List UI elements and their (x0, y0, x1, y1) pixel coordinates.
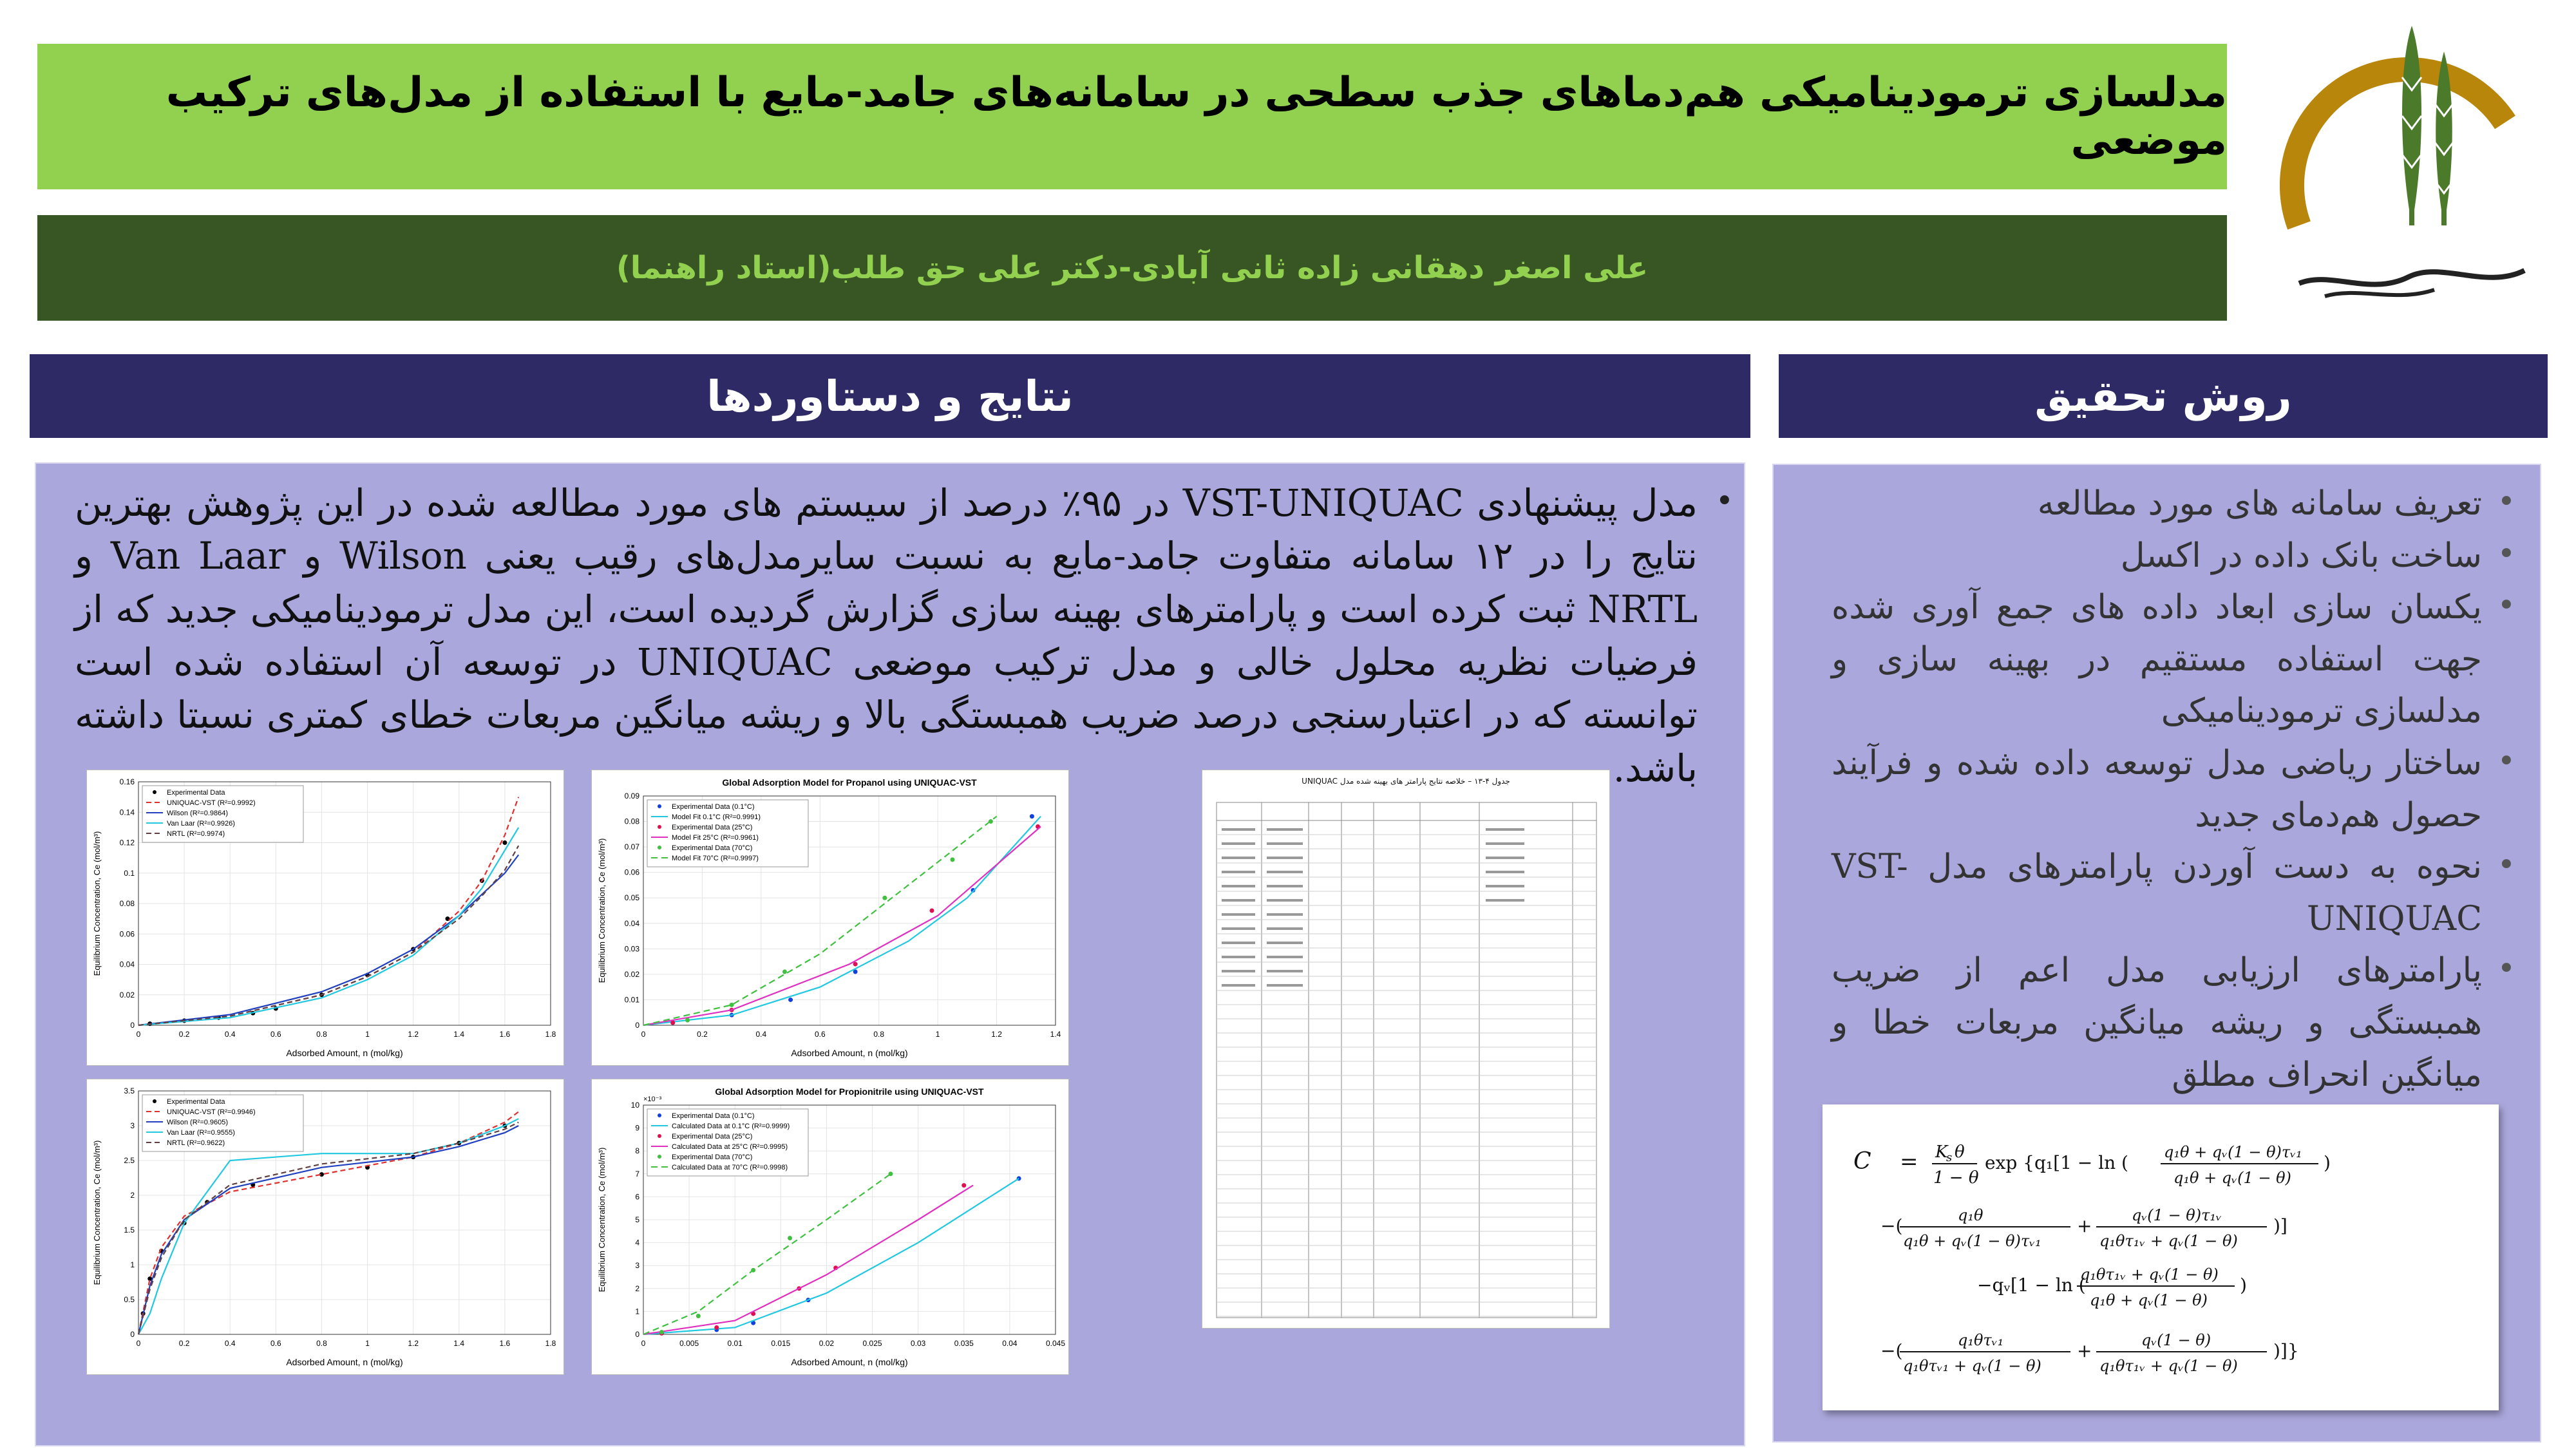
series-line (643, 1186, 973, 1334)
series-line (138, 846, 518, 1025)
chart-propionitrile (591, 1079, 1069, 1375)
legend-entry: Calculated Data at 70°C (R²=0.9998) (672, 1164, 788, 1171)
x-tick-label: 0 (641, 1339, 646, 1348)
x-tick-label: 0.8 (873, 1030, 885, 1039)
x-tick-label: 1 (935, 1030, 940, 1039)
legend-entry: UNIQUAC-VST (R²=0.9992) (167, 799, 256, 807)
series-line (643, 1179, 1019, 1334)
x-tick-label: 0.2 (178, 1030, 190, 1039)
x-tick-label: 0.8 (316, 1339, 327, 1348)
legend-entry: UNIQUAC-VST (R²=0.9946) (167, 1108, 256, 1116)
chart-uniquac-models-1 (86, 770, 564, 1066)
y-tick-label: 2 (635, 1283, 639, 1293)
method-item: • ساخت بانک داده در اکسل (1832, 530, 2482, 582)
y-tick-label: 0 (635, 1330, 639, 1339)
y-tick-label: 0.09 (624, 791, 639, 800)
x-tick-label: 1 (365, 1339, 370, 1348)
svg-text:q₁θ: q₁θ (1958, 1206, 1984, 1224)
y-tick-label: 0.14 (119, 808, 135, 817)
x-tick-label: 1.8 (545, 1339, 556, 1348)
svg-text:−(: −( (1880, 1215, 1903, 1236)
y-tick-label: 0.08 (624, 817, 639, 826)
svg-text:q₁θ + qᵥ(1 − θ): q₁θ + qᵥ(1 − θ) (2090, 1291, 2208, 1309)
x-axis-label: Adsorbed Amount, n (mol/kg) (791, 1048, 908, 1058)
legend-entry: Experimental Data (0.1°C) (672, 803, 755, 811)
x-tick-label: 1.6 (499, 1030, 511, 1039)
y-tick-label: 4 (635, 1238, 639, 1247)
data-point (788, 1236, 792, 1240)
x-tick-label: 0.015 (771, 1339, 791, 1348)
svg-text:+: + (2077, 1340, 2092, 1361)
data-point (951, 857, 955, 862)
y-tick-label: 0.01 (624, 995, 639, 1005)
method-item: • پارامترهای ارزیابی مدل اعم از ضریب همبستگی و ریشه میانگین مربعات خطا و میانگین انحراف مطلق (1832, 945, 2482, 1101)
y-tick-label: 0.04 (119, 960, 135, 969)
poster-title: مدلسازی ترمودینامیکی هم‌دماهای جذب سطحی در سامانه‌های جامد-مایع با استفاده از مدل‌های ترکیب موضعی (166, 69, 2227, 164)
data-point (782, 969, 787, 974)
y-tick-label: 0.04 (624, 918, 639, 928)
y-tick-label: 0.08 (119, 899, 135, 908)
legend-entry: Model Fit 25°C (R²=0.9961) (672, 834, 759, 842)
legend-entry: Wilson (R²=0.9605) (167, 1119, 229, 1126)
chart-propanol (591, 770, 1069, 1066)
y-tick-label: 0.05 (624, 893, 639, 903)
legend-entry: Experimental Data (70°C) (672, 844, 753, 852)
y-axis-label: Equilibrium Concentration, Ce (mol/m³) (92, 1140, 102, 1285)
method-item: • نحوه به دست آوردن پارامترهای مدل VST-UNIQUAC (1832, 841, 2482, 945)
x-tick-label: 1.8 (545, 1030, 556, 1039)
svg-text:qᵥ(1 − θ)τ₁ᵥ: qᵥ(1 − θ)τ₁ᵥ (2132, 1206, 2222, 1224)
y-tick-label: 0.06 (624, 867, 639, 877)
svg-text:q₁θ + qᵥ(1 − θ): q₁θ + qᵥ(1 − θ) (2174, 1169, 2291, 1187)
y-tick-label: 0.03 (624, 944, 639, 954)
chart-legend (142, 1095, 303, 1151)
method-heading: روش تحقیق (2034, 371, 2292, 421)
svg-text:K: K (1935, 1142, 1948, 1162)
x-tick-label: 1.2 (408, 1030, 419, 1039)
y-tick-label: 0 (635, 1021, 639, 1030)
author-names: علی اصغر دهقانی زاده ثانی آبادی-دکتر علی حق طلب(استاد راهنما) (616, 250, 1649, 286)
results-section-header (30, 354, 1750, 438)
chart-legend (647, 1109, 808, 1176)
method-item: • ساختار ریاضی مدل توسعه داده شده و فرآیند حصول هم‌دمای جدید (1832, 737, 2482, 841)
y-tick-label: 0.16 (119, 777, 135, 786)
data-point (502, 840, 507, 845)
x-tick-label: 0.02 (819, 1339, 835, 1348)
legend-entry: Model Fit 0.1°C (R²=0.9991) (672, 813, 761, 821)
y-tick-label: 0.02 (119, 990, 135, 999)
legend-entry: Experimental Data (167, 789, 225, 797)
y-tick-label: 7 (635, 1169, 639, 1179)
y-tick-label: 1 (130, 1260, 135, 1269)
legend-entry: Van Laar (R²=0.9555) (167, 1129, 235, 1137)
x-tick-label: 0 (136, 1339, 141, 1348)
y-tick-label: 1.5 (124, 1226, 135, 1235)
legend-entry: Experimental Data (0.1°C) (672, 1112, 755, 1120)
legend-entry: Wilson (R²=0.9864) (167, 810, 229, 817)
x-tick-label: 0.005 (679, 1339, 699, 1348)
y-tick-label: 0.07 (624, 842, 639, 852)
y-tick-label: 3 (635, 1261, 639, 1271)
chart-svg (87, 1079, 564, 1374)
x-tick-label: 1.6 (499, 1339, 511, 1348)
svg-text:exp {q₁[1 − ln (: exp {q₁[1 − ln ( (1985, 1152, 2128, 1173)
chart-legend (142, 786, 303, 842)
svg-text:q₁θ + qᵥ(1 − θ)τᵥ₁: q₁θ + qᵥ(1 − θ)τᵥ₁ (1903, 1232, 2041, 1250)
x-tick-label: 0.2 (178, 1339, 190, 1348)
y-tick-label: 0.12 (119, 838, 135, 848)
x-tick-label: 0.6 (270, 1339, 281, 1348)
x-tick-label: 0.01 (727, 1339, 743, 1348)
method-item: • تعریف سامانه های مورد مطالعه (1832, 478, 2482, 530)
y-axis-label: Equilibrium Concentration, Ce (mol/m³) (597, 1147, 607, 1293)
svg-text:−qᵥ[1 − ln (: −qᵥ[1 − ln ( (1977, 1274, 2086, 1296)
x-axis-label: Adsorbed Amount, n (mol/kg) (286, 1357, 403, 1367)
y-tick-label: 3 (130, 1121, 135, 1130)
svg-text:)]}: )]} (2273, 1340, 2299, 1361)
legend-entry: Model Fit 70°C (R²=0.9997) (672, 855, 759, 862)
y-tick-label: 5 (635, 1215, 639, 1224)
svg-text:): ) (2240, 1274, 2247, 1296)
university-logo (2280, 13, 2537, 316)
x-tick-label: 0.4 (224, 1030, 236, 1039)
svg-text:1 − θ: 1 − θ (1933, 1168, 1979, 1188)
y-scale-label: ×10⁻³ (643, 1095, 662, 1103)
equation-graphic (1823, 1104, 2499, 1410)
x-tick-label: 1.4 (453, 1339, 465, 1348)
chart-svg (87, 770, 564, 1065)
y-tick-label: 2 (130, 1191, 135, 1200)
x-tick-label: 0.025 (862, 1339, 882, 1348)
legend-entry: Experimental Data (25°C) (672, 1133, 753, 1141)
chart-svg (592, 1079, 1068, 1374)
y-axis-label: Equilibrium Concentration, Ce (mol/m³) (597, 838, 607, 983)
x-tick-label: 0.6 (270, 1030, 281, 1039)
poster-title-bar (37, 44, 2227, 189)
svg-text:q₁θτ₁ᵥ + qᵥ(1 − θ): q₁θτ₁ᵥ + qᵥ(1 − θ) (2080, 1265, 2219, 1283)
legend-entry: NRTL (R²=0.9622) (167, 1139, 225, 1147)
results-bullet: • (1715, 483, 1734, 519)
data-point (685, 1018, 690, 1023)
legend-entry: Calculated Data at 25°C (R²=0.9995) (672, 1143, 788, 1151)
data-point (930, 909, 934, 913)
svg-text:q₁θ + qᵥ(1 − θ)τᵥ₁: q₁θ + qᵥ(1 − θ)τᵥ₁ (2164, 1143, 2302, 1161)
chart-legend (647, 800, 808, 867)
svg-text:+: + (2077, 1215, 2092, 1236)
data-point (882, 896, 887, 900)
y-tick-label: 8 (635, 1146, 639, 1156)
y-tick-label: 6 (635, 1192, 639, 1202)
data-point (714, 1325, 719, 1330)
table-title: جدول ۴-۱۳ – خلاصه نتایج پارامتر های بهینه شده مدل UNIQUAC (1302, 777, 1510, 786)
x-tick-label: 1.4 (453, 1030, 465, 1039)
y-tick-label: 9 (635, 1123, 639, 1133)
svg-text:): ) (2324, 1152, 2331, 1173)
data-point (788, 998, 793, 1002)
series-line (643, 1174, 891, 1334)
table-grid-graphic (1202, 770, 1611, 1329)
svg-text:C: C (1853, 1148, 1871, 1175)
legend-entry: Van Laar (R²=0.9926) (167, 820, 235, 828)
method-item: • یکسان سازی ابعاد داده های جمع آوری شده جهت استفاده مستقیم در بهینه سازی و مدلسازی ترمودینامیکی (1832, 582, 2482, 737)
svg-text:q₁θτ₁ᵥ + qᵥ(1 − θ): q₁θτ₁ᵥ + qᵥ(1 − θ) (2099, 1232, 2238, 1250)
y-tick-label: 1 (635, 1307, 639, 1316)
svg-text:s: s (1946, 1151, 1953, 1164)
y-tick-label: 2.5 (124, 1156, 135, 1165)
x-tick-label: 1.2 (991, 1030, 1002, 1039)
svg-text:−(: −( (1880, 1340, 1903, 1361)
svg-text:θ: θ (1955, 1142, 1965, 1162)
legend-entry: Experimental Data (167, 1098, 225, 1106)
chart-title: Global Adsorption Model for Propanol using UNIQUAC-VST (722, 777, 977, 788)
results-heading: نتایج و دستاوردها (706, 371, 1074, 421)
x-tick-label: 0.045 (1045, 1339, 1066, 1348)
svg-text:q₁θτᵥ₁: q₁θτᵥ₁ (1958, 1331, 2004, 1349)
x-tick-label: 1.4 (1050, 1030, 1061, 1039)
svg-text:q₁θτᵥ₁ + qᵥ(1 − θ): q₁θτᵥ₁ + qᵥ(1 − θ) (1903, 1357, 2041, 1375)
x-tick-label: 0.4 (755, 1030, 767, 1039)
x-axis-label: Adsorbed Amount, n (mol/kg) (791, 1357, 908, 1367)
svg-text:=: = (1900, 1149, 1918, 1175)
y-tick-label: 10 (630, 1101, 639, 1110)
y-tick-label: 0.1 (124, 868, 135, 878)
x-tick-label: 0.8 (316, 1030, 327, 1039)
legend-entry: Experimental Data (70°C) (672, 1153, 753, 1161)
x-tick-label: 0.2 (697, 1030, 708, 1039)
results-panel (35, 462, 1745, 1446)
chart-svg (592, 770, 1068, 1065)
x-tick-label: 0.035 (954, 1339, 974, 1348)
x-tick-label: 0 (641, 1030, 646, 1039)
x-tick-label: 0.4 (224, 1339, 236, 1348)
data-point (1030, 814, 1034, 819)
x-tick-label: 0.6 (814, 1030, 826, 1039)
method-list (1832, 478, 2482, 1101)
y-tick-label: 0 (130, 1021, 135, 1030)
data-point (659, 1330, 664, 1334)
x-axis-label: Adsorbed Amount, n (mol/kg) (286, 1048, 403, 1058)
legend-entry: Experimental Data (25°C) (672, 824, 753, 831)
y-tick-label: 0.06 (119, 929, 135, 939)
x-tick-label: 0 (136, 1030, 141, 1039)
series-line (138, 828, 518, 1025)
y-tick-label: 0 (130, 1330, 135, 1339)
chart-uniquac-models-2 (86, 1079, 564, 1375)
data-point (696, 1314, 701, 1318)
x-tick-label: 1 (365, 1030, 370, 1039)
y-tick-label: 0.5 (124, 1295, 135, 1304)
legend-entry: NRTL (R²=0.9974) (167, 830, 225, 838)
isotherm-equation-image (1823, 1104, 2499, 1410)
x-tick-label: 0.04 (1002, 1339, 1018, 1348)
chart-title: Global Adsorption Model for Propionitrile using UNIQUAC-VST (715, 1086, 984, 1097)
x-tick-label: 0.03 (910, 1339, 926, 1348)
results-paragraph: مدل پیشنهادی VST-UNIQUAC در ۹۵٪ درصد از سیستم های مورد مطالعه شده در این پژوهش بهترین نتایج را در ۱۲ سامانه متفاوت جامد-مایع به نسبت سایرمدل‌های رقیب یعنی Wilson و Van Laar و NRTL ثبت کرده است و پارامترهای بهینه سازی گزارش گردیده است، این مدل ترمودینامیکی جدید که از فرضیات نظریه محلول خالی و مدل ترکیب موضعی UNIQUAC در توسعه آن استفاده شده است توانسته که در اعتبارسنجی درصد ضریب همبستگی بالا و ریشه میانگین مربعات خطای کمتری نسبتا داشته باشد. (75, 481, 1698, 790)
series-line (138, 855, 518, 1025)
x-tick-label: 1.2 (408, 1339, 419, 1348)
svg-text:)]: )] (2273, 1215, 2287, 1236)
y-tick-label: 3.5 (124, 1086, 135, 1095)
y-axis-label: Equilibrium Concentration, Ce (mol/m³) (92, 831, 102, 976)
parameters-table-image (1202, 770, 1610, 1329)
method-section-header (1779, 354, 2548, 438)
svg-text:qᵥ(1 − θ): qᵥ(1 − θ) (2141, 1331, 2211, 1349)
legend-entry: Calculated Data at 0.1°C (R²=0.9999) (672, 1122, 790, 1130)
data-point (961, 1183, 966, 1188)
svg-text:q₁θτ₁ᵥ + qᵥ(1 − θ): q₁θτ₁ᵥ + qᵥ(1 − θ) (2099, 1357, 2238, 1375)
y-tick-label: 0.02 (624, 969, 639, 979)
author-bar (37, 215, 2227, 321)
